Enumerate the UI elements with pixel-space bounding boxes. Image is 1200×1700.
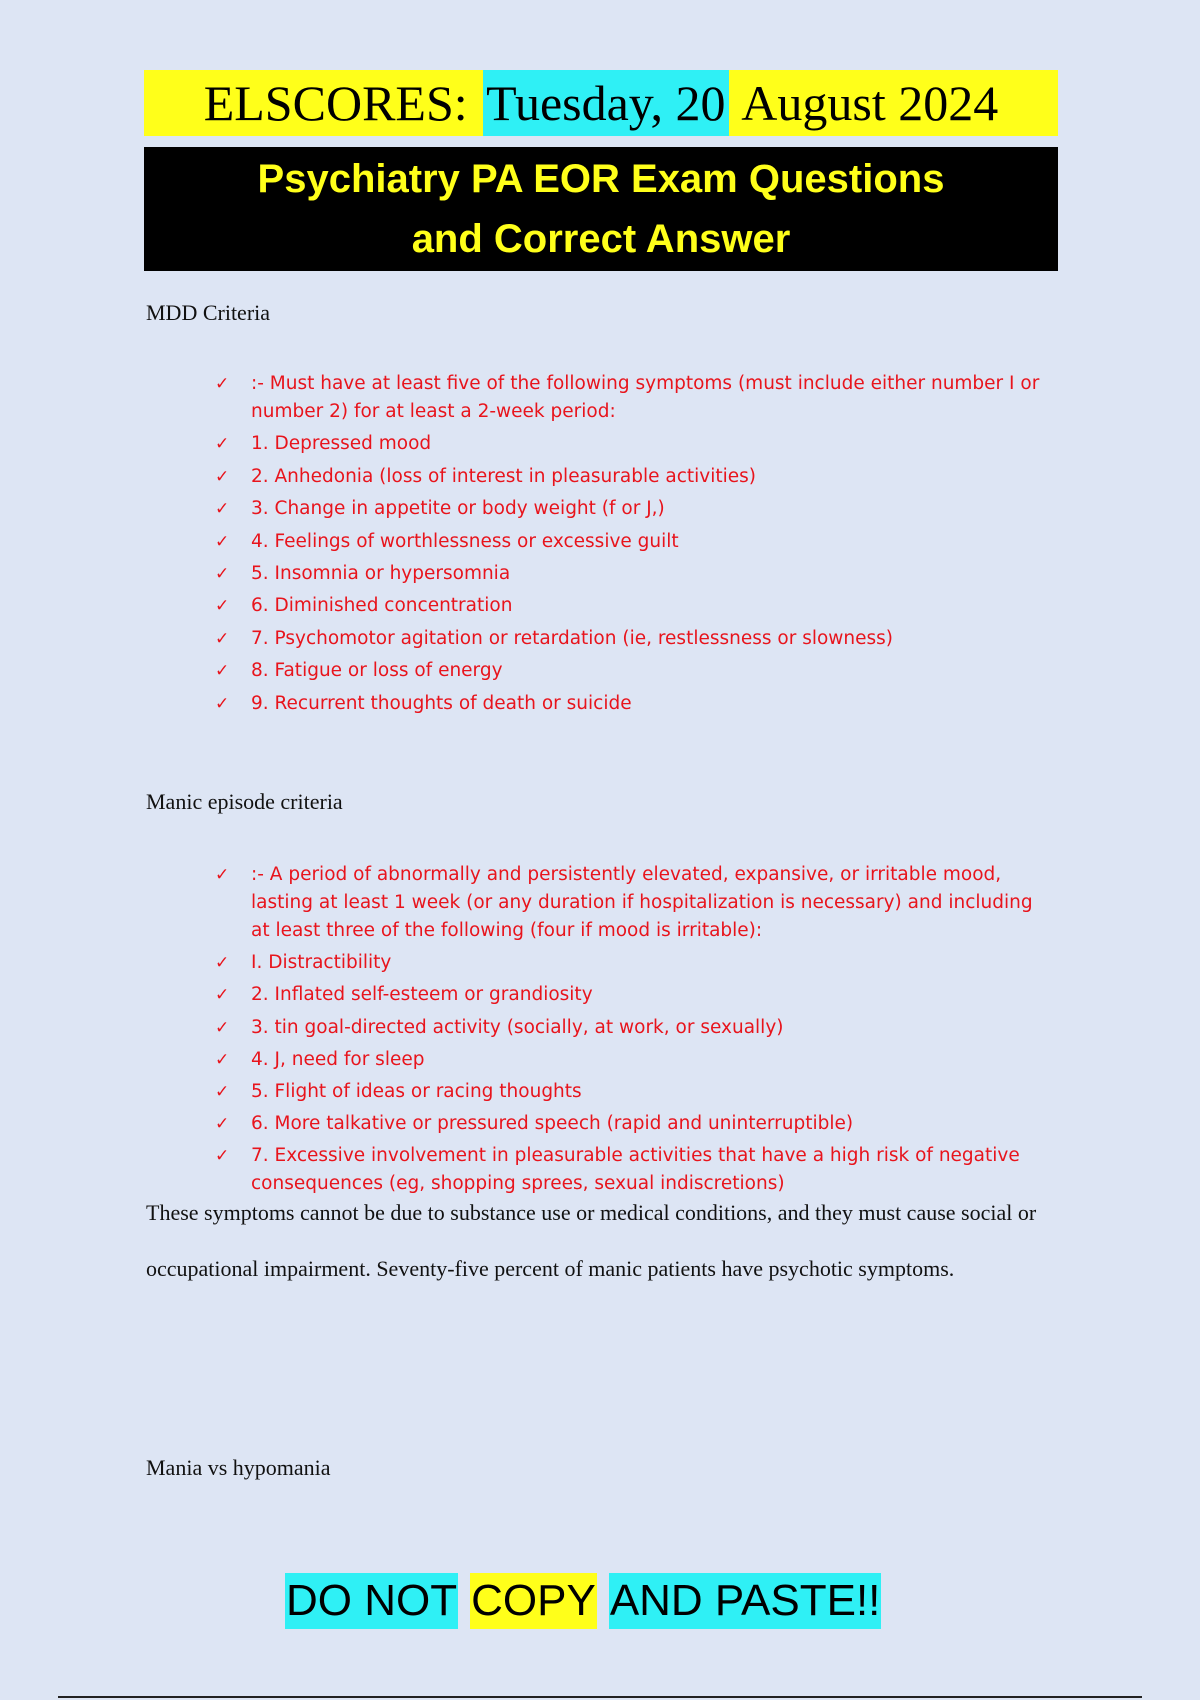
title-line-1: Psychiatry PA EOR Exam Questions bbox=[257, 157, 945, 201]
list-item: ✓ 2. Inflated self-esteem or grandiosity bbox=[215, 981, 1045, 1009]
list-item: ✓ 6. Diminished concentration bbox=[215, 592, 1045, 620]
footer-warning bbox=[285, 1573, 881, 1629]
checkmark-icon: ✓ bbox=[215, 596, 230, 617]
checkmark-icon: ✓ bbox=[215, 374, 230, 394]
list-item: ✓ 8. Fatigue or loss of energy bbox=[215, 657, 1045, 685]
header-banner bbox=[144, 70, 1058, 136]
list-item: ✓ 3. Change in appetite or body weight (f or J,) bbox=[215, 495, 1045, 523]
page-divider bbox=[58, 1696, 1142, 1698]
list-item: ✓ :- A period of abnormally and persistently elevated, expansive, or irritable mood, lasting at least 1 week (or any duration if hospitalization is necessary) and including at least three of the following (four if mood is irritable): bbox=[215, 861, 1045, 945]
header-brand: ELSCORES: bbox=[201, 70, 483, 136]
checkmark-icon: ✓ bbox=[215, 1081, 230, 1102]
mdd-criteria-list bbox=[215, 370, 1045, 722]
checkmark-icon: ✓ bbox=[215, 661, 230, 682]
checkmark-icon: ✓ bbox=[215, 865, 230, 885]
checkmark-icon: ✓ bbox=[215, 1114, 230, 1135]
list-item: ✓ 4. J, need for sleep bbox=[215, 1046, 1045, 1074]
checkmark-icon: ✓ bbox=[215, 499, 230, 520]
title-line-2: and Correct Answer bbox=[411, 217, 791, 261]
footer-part-3: AND PASTE!! bbox=[609, 1573, 882, 1629]
manic-criteria-list bbox=[215, 861, 1045, 1203]
checkmark-icon: ✓ bbox=[215, 628, 230, 649]
list-item: ✓ 6. More talkative or pressured speech (rapid and uninterruptible) bbox=[215, 1110, 1045, 1138]
mania-vs-hypomania-heading: Mania vs hypomania bbox=[146, 1455, 331, 1480]
checkmark-icon: ✓ bbox=[215, 1017, 230, 1038]
header-date-month-year: August 2024 bbox=[729, 70, 1002, 136]
checkmark-icon: ✓ bbox=[215, 985, 230, 1006]
footer-part-1: DO NOT bbox=[285, 1573, 458, 1629]
list-item: ✓ :- Must have at least five of the following symptoms (must include either number I or number 2) for at least a 2-week period: bbox=[215, 370, 1045, 426]
list-item: ✓ 5. Insomnia or hypersomnia bbox=[215, 560, 1045, 588]
list-item: ✓ 3. tin goal-directed activity (socially, at work, or sexually) bbox=[215, 1014, 1045, 1042]
symptoms-paragraph: These symptoms cannot be due to substance use or medical conditions, and they must cause social or occupational impairment. Seventy-five percent of manic patients have psychotic symptoms. bbox=[146, 1200, 1037, 1281]
document-title bbox=[144, 147, 1058, 271]
list-item: ✓ 2. Anhedonia (loss of interest in pleasurable activities) bbox=[215, 463, 1045, 491]
manic-criteria-heading: Manic episode criteria bbox=[146, 789, 343, 814]
footer-part-2: COPY bbox=[470, 1573, 597, 1629]
list-item: ✓ 1. Depressed mood bbox=[215, 430, 1045, 458]
list-item: ✓ 5. Flight of ideas or racing thoughts bbox=[215, 1078, 1045, 1106]
list-item: ✓ 9. Recurrent thoughts of death or suicide bbox=[215, 690, 1045, 718]
checkmark-icon: ✓ bbox=[215, 693, 230, 714]
checkmark-icon: ✓ bbox=[215, 531, 230, 552]
header-date-day: Tuesday, 20 bbox=[483, 70, 728, 136]
checkmark-icon: ✓ bbox=[215, 563, 230, 584]
list-item: ✓ 7. Psychomotor agitation or retardation (ie, restlessness or slowness) bbox=[215, 625, 1045, 653]
mdd-criteria-heading: MDD Criteria bbox=[146, 300, 271, 325]
checkmark-icon: ✓ bbox=[215, 434, 230, 455]
checkmark-icon: ✓ bbox=[215, 466, 230, 487]
list-item: ✓ 4. Feelings of worthlessness or excessive guilt bbox=[215, 528, 1045, 556]
list-item: ✓ I. Distractibility bbox=[215, 949, 1045, 977]
checkmark-icon: ✓ bbox=[215, 953, 230, 974]
list-item: ✓ 7. Excessive involvement in pleasurable activities that have a high risk of negative consequences (eg, shopping sprees, sexual indiscretions) bbox=[215, 1142, 1045, 1198]
checkmark-icon: ✓ bbox=[215, 1049, 230, 1070]
checkmark-icon: ✓ bbox=[215, 1146, 230, 1167]
